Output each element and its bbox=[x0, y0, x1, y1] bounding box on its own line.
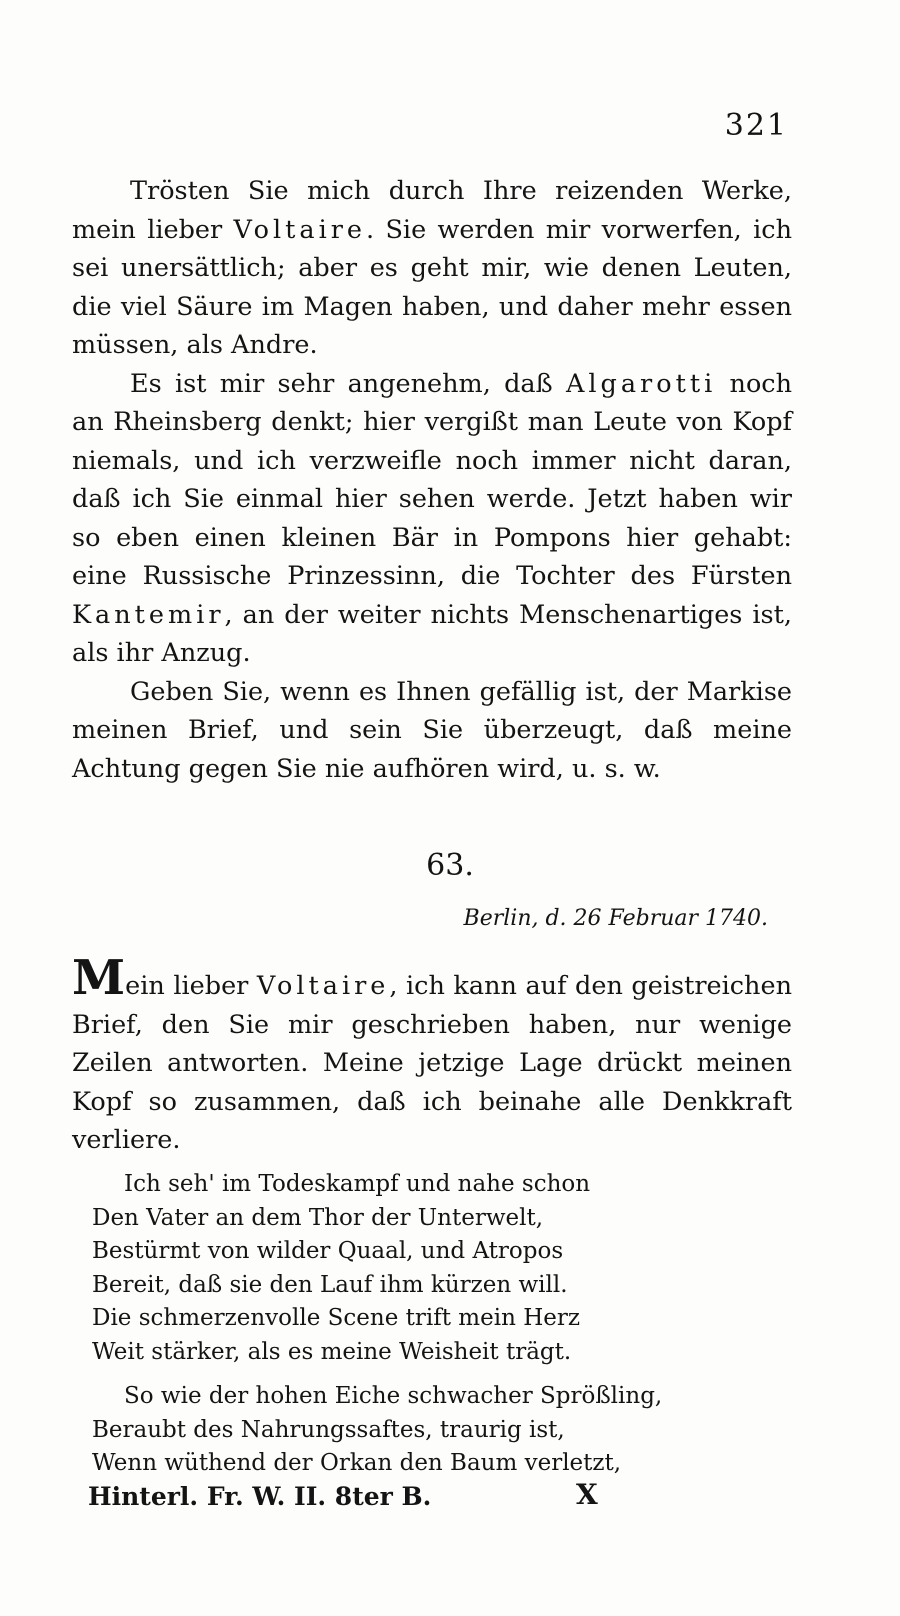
letter-63-opening bbox=[72, 950, 792, 1160]
opening-text-b: , ich kann auf den geistreichen Brief, den Sie mir geschrieben haben, nur wenige Zeilen antworten. Meine jetzige Lage drückt meinen Kopf so zusammen, daß ich beinahe alle Denkkraft verliere. bbox=[72, 971, 792, 1155]
name-algarotti: Algarotti bbox=[565, 368, 717, 399]
page-number: 321 bbox=[724, 108, 788, 143]
name-voltaire: Voltaire bbox=[233, 214, 367, 245]
letter-62-closing bbox=[72, 172, 792, 788]
verse-line: Ich seh' im Todeskampf und nahe schon bbox=[124, 1171, 591, 1197]
verse-line: Weit stärker, als es meine Weisheit trägt. bbox=[92, 1338, 572, 1365]
paragraph-2-text-c: , an der weiter nichts Menschenartiges ist, als ihr Anzug. bbox=[72, 599, 792, 668]
paragraph-2-text-a: Es ist mir sehr angenehm, daß bbox=[130, 368, 566, 399]
verse-stanza-2 bbox=[92, 1380, 772, 1481]
verse-line: Den Vater an dem Thor der Unterwelt, bbox=[92, 1204, 544, 1231]
opening-text-a: ein lieber bbox=[125, 971, 257, 1001]
signature-mark: X bbox=[576, 1478, 598, 1511]
name-kantemir: Kantemir bbox=[72, 599, 225, 630]
drop-cap: M bbox=[72, 950, 126, 1006]
verse-line: Die schmerzenvolle Scene trift mein Herz bbox=[92, 1305, 580, 1331]
paragraph-1-text-b: . Sie werden mir vorwerfen, ich sei unersättlich; aber es geht mir, wie denen Leuten, die viel Säure im Magen haben, und daher mehr essen müssen, als Andre. bbox=[72, 214, 792, 360]
verse-line: Beraubt des Nahrungssaftes, traurig ist, bbox=[92, 1416, 565, 1443]
printer-signature: Hinterl. Fr. W. II. 8ter B. bbox=[88, 1482, 432, 1511]
verse-line: Bereit, daß sie den Lauf ihm kürzen will. bbox=[92, 1271, 568, 1298]
dateline: Berlin, d. 26 Februar 1740. bbox=[463, 906, 768, 931]
verse-stanza-1 bbox=[92, 1168, 772, 1369]
paragraph-2-text-b: noch an Rheinsberg denkt; hier vergißt man Leute von Kopf niemals, und ich verzweifle noch immer nicht daran, daß ich Sie einmal hier sehen werde. Jetzt haben wir so eben einen kleinen Bär in Pompons hier gehabt: eine Russische Prinzessinn, die Tochter des Fürsten bbox=[72, 368, 792, 591]
page-footer bbox=[88, 1478, 808, 1511]
paragraph-1-text-a: Trösten Sie mich durch Ihre reizenden Werke, mein lieber bbox=[72, 176, 792, 245]
name-voltaire-2: Voltaire bbox=[256, 971, 390, 1001]
letter-number: 63. bbox=[426, 848, 474, 883]
opening-paragraph bbox=[72, 950, 792, 1160]
paragraph-3: Geben Sie, wenn es Ihnen gefällig ist, der Markise meinen Brief, und sein Sie überzeugt, daß meine Achtung gegen Sie nie aufhören wird, u. s. w. bbox=[72, 676, 792, 784]
paragraph-2 bbox=[72, 365, 792, 673]
paragraph-1 bbox=[72, 172, 792, 365]
verse-line: So wie der hohen Eiche schwacher Sprößling, bbox=[124, 1383, 663, 1409]
verse-line: Wenn wüthend der Orkan den Baum verletzt, bbox=[92, 1450, 622, 1476]
verse-line: Bestürmt von wilder Quaal, und Atropos bbox=[92, 1238, 564, 1264]
